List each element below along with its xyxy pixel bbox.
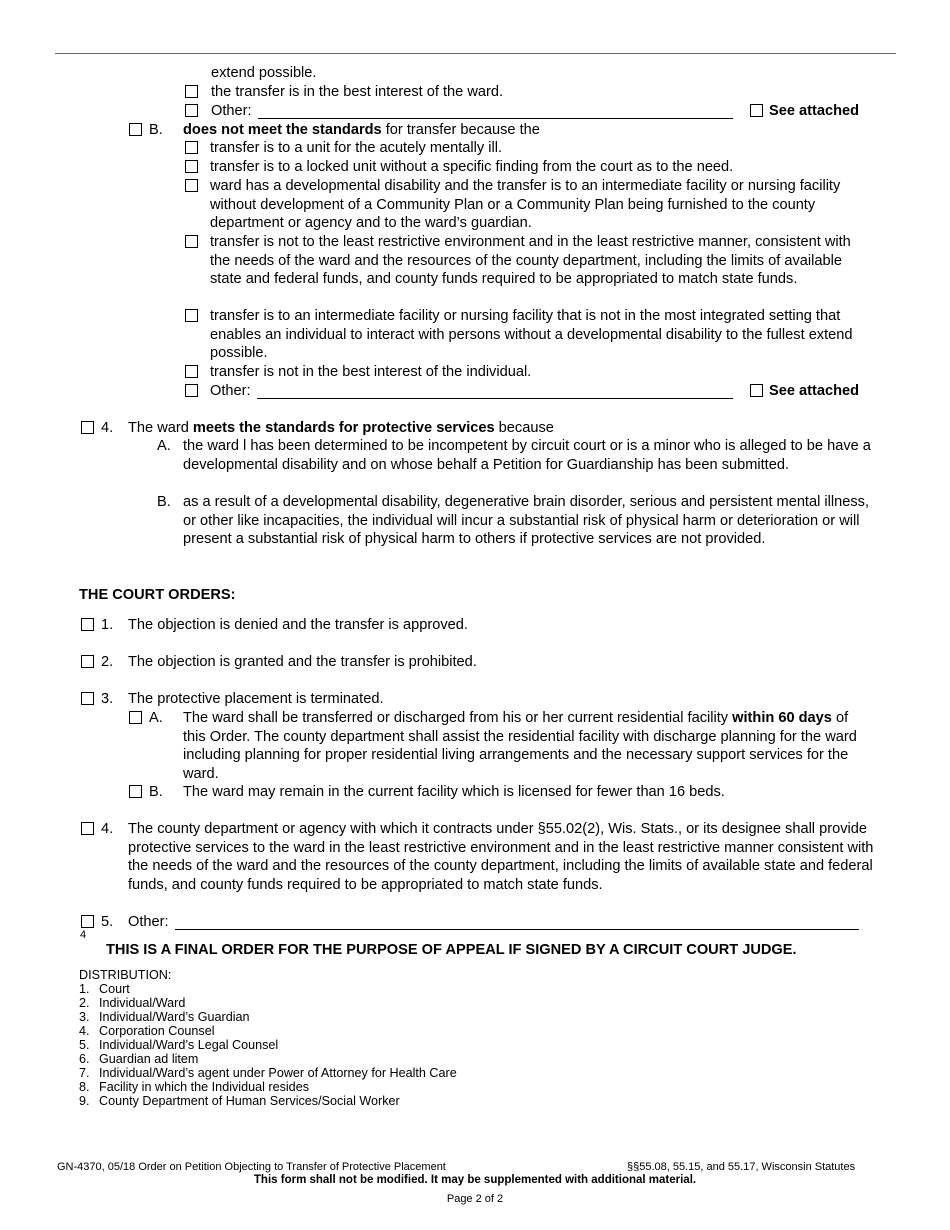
footer-statutes: §§55.08, 55.15, and 55.17, Wisconsin Statutes	[627, 1161, 856, 1173]
checkbox-a-other[interactable]	[185, 104, 198, 117]
distribution-item	[79, 1052, 198, 1066]
order-3b-text: The ward may remain in the current facility which is licensed for fewer than 16 beds.	[183, 784, 725, 800]
distribution-item-text: Individual/Ward’s agent under Power of Attorney for Health Care	[99, 1066, 457, 1080]
b-option-4-text: transfer is not to the least restrictive environment and in the least restrictive manner, consistent with the needs of the ward and the resources of the county department, including the limits of available state and federal funds, and county funds required to be appropriated to match state funds.	[210, 234, 851, 287]
see-attached-label: See attached	[769, 103, 860, 119]
option-text: the transfer is in the best interest of the ward.	[211, 84, 504, 100]
footer-form-id: GN-4370, 05/18 Order on Petition Objecting to Transfer of Protective Placement	[57, 1161, 446, 1173]
checkbox-b-see-attached[interactable]	[750, 384, 763, 397]
distribution-item-text: County Department of Human Services/Social Worker	[99, 1094, 400, 1108]
checkbox-b-option-6[interactable]	[185, 365, 198, 378]
b-option-3-text: ward has a developmental disability and the transfer is to an intermediate facility or nursing facility without development of a Community Plan or a Community Plan being furnished to the county department or agency and to the ward’s guardian.	[210, 178, 841, 231]
checkbox-order-3a[interactable]	[129, 711, 142, 724]
checkbox-b-option-1[interactable]	[185, 141, 198, 154]
distribution-item	[79, 1080, 309, 1094]
distribution-item-text: Facility in which the Individual resides	[99, 1080, 309, 1094]
b-other-input-line[interactable]	[257, 398, 733, 399]
distribution-item	[79, 1024, 215, 1038]
order-3-number: 3.	[101, 691, 114, 707]
section-b-intro-rest: for transfer because the	[381, 122, 540, 138]
distribution-item	[79, 1038, 278, 1052]
distribution-item	[79, 996, 185, 1010]
order-2-text: The objection is granted and the transfer is prohibited.	[128, 654, 477, 670]
b-option-6-text: transfer is not in the best interest of the individual.	[210, 364, 532, 380]
distribution-item-number: 9.	[79, 1094, 90, 1108]
checkbox-b-option-4[interactable]	[185, 235, 198, 248]
distribution-item-text: Individual/Ward’s Guardian	[99, 1010, 250, 1024]
b-option-2-text: transfer is to a locked unit without a specific finding from the court as to the need.	[210, 159, 734, 175]
checkbox-order-4[interactable]	[81, 822, 94, 835]
checkbox-b-option-3[interactable]	[185, 179, 198, 192]
distribution-item-number: 3.	[79, 1010, 90, 1024]
distribution-item-text: Individual/Ward’s Legal Counsel	[99, 1038, 279, 1052]
b-see-attached-label: See attached	[769, 383, 860, 399]
order-5-number: 5.	[101, 914, 114, 930]
distribution-item-text: Corporation Counsel	[99, 1024, 215, 1038]
checkbox-order-3[interactable]	[81, 692, 94, 705]
section-b-marker: B.	[149, 122, 163, 138]
b-option-1-text: transfer is to a unit for the acutely mentally ill.	[210, 140, 503, 156]
order-5-input-line[interactable]	[175, 929, 859, 930]
distribution-item-number: 5.	[79, 1038, 90, 1052]
finding-4-pre: The ward	[128, 420, 193, 436]
distribution-item-number: 7.	[79, 1066, 90, 1080]
distribution-heading: DISTRIBUTION:	[79, 968, 172, 982]
distribution-item	[79, 982, 130, 996]
finding-4a-text: the ward l has been determined to be incompetent by circuit court or is a minor who is alleged to be have a developmental disability and on whose behalf a Petition for Guardianship has been submitted.	[183, 438, 871, 473]
finding-4b-text: as a result of a developmental disability, degenerative brain disorder, serious and persistent mental illness, or other like incapacities, the individual will incur a substantial risk of physical harm or deterioration or will present a substantial risk of physical harm to others if protective services are not provided.	[183, 494, 870, 547]
checkbox-order-1[interactable]	[81, 618, 94, 631]
finding-4-number: 4.	[101, 420, 114, 436]
order-1-text: The objection is denied and the transfer is approved.	[128, 617, 468, 633]
section-b-intro-bold: does not meet the standards	[183, 122, 382, 138]
distribution-item-number: 8.	[79, 1080, 90, 1094]
order-2-number: 2.	[101, 654, 114, 670]
distribution-item	[79, 1066, 457, 1080]
finding-4b-marker: B.	[157, 494, 171, 510]
order-1-number: 1.	[101, 617, 114, 633]
distribution-item	[79, 1010, 250, 1024]
finding-4-post: because	[494, 420, 554, 436]
order-3a-bold: within 60 days	[732, 710, 832, 726]
distribution-item-text: Individual/Ward	[99, 996, 186, 1010]
order-5-label: Other:	[128, 914, 169, 930]
stray-mark: 4	[80, 929, 87, 941]
checkbox-a-see-attached[interactable]	[750, 104, 763, 117]
checkbox-b-option-5[interactable]	[185, 309, 198, 322]
court-orders-heading: THE COURT ORDERS:	[79, 587, 236, 603]
order-4-number: 4.	[101, 821, 114, 837]
finding-4a-marker: A.	[157, 438, 171, 454]
final-order-notice: THIS IS A FINAL ORDER FOR THE PURPOSE OF APPEAL IF SIGNED BY A CIRCUIT COURT JUDGE.	[106, 942, 797, 958]
checkbox-a-best-interest[interactable]	[185, 85, 198, 98]
other-input-line[interactable]	[258, 118, 733, 119]
continued-text: extend possible.	[211, 65, 317, 81]
order-3a-pre: The ward shall be transferred or discharged from his or her current residential facility	[183, 710, 733, 726]
order-3a-marker: A.	[149, 710, 163, 726]
other-label: Other:	[211, 103, 252, 119]
distribution-item-number: 2.	[79, 996, 90, 1010]
order-3-text: The protective placement is terminated.	[128, 691, 384, 707]
order-3b-marker: B.	[149, 784, 163, 800]
checkbox-finding-4[interactable]	[81, 421, 94, 434]
checkbox-section-b[interactable]	[129, 123, 142, 136]
distribution-item-number: 6.	[79, 1052, 90, 1066]
distribution-item-text: Guardian ad litem	[99, 1052, 199, 1066]
b-option-5-text: transfer is to an intermediate facility or nursing facility that is not in the most integrated setting that enables an individual to interact with persons without a developmental disability to the fullest extend possible.	[210, 308, 853, 361]
distribution-item-number: 4.	[79, 1024, 90, 1038]
order-4-text: The county department or agency with which it contracts under §55.02(2), Wis. Stats., or its designee shall provide protective services to the ward in the least restrictive environment and in the least restrictive manner consistent with the needs of the ward and the resources of the county department, including the limits of available state and federal funds, and county funds required to be appropriated to match state funds.	[128, 821, 874, 893]
section-b-intro	[183, 121, 540, 140]
footer-page-number: Page 2 of 2	[446, 1193, 504, 1205]
checkbox-b-other[interactable]	[185, 384, 198, 397]
footer-notice: This form shall not be modified. It may be supplemented with additional material.	[253, 1174, 697, 1186]
b-other-label: Other:	[210, 383, 251, 399]
checkbox-order-5[interactable]	[81, 915, 94, 928]
checkbox-b-option-2[interactable]	[185, 160, 198, 173]
checkbox-order-3b[interactable]	[129, 785, 142, 798]
distribution-item-text: Court	[99, 982, 130, 996]
order-3a-post: of this Order. The county department shall assist the residential facility with discharge planning for the ward including planning for proper residential living arrangements and the necessary support services for the ward.	[183, 710, 857, 782]
order-3a-text	[183, 709, 863, 783]
distribution-item	[79, 1094, 400, 1108]
distribution-item-number: 1.	[79, 982, 90, 996]
top-rule	[55, 53, 896, 54]
finding-4-text	[128, 419, 554, 438]
checkbox-order-2[interactable]	[81, 655, 94, 668]
finding-4-bold: meets the standards for protective services	[192, 420, 495, 436]
